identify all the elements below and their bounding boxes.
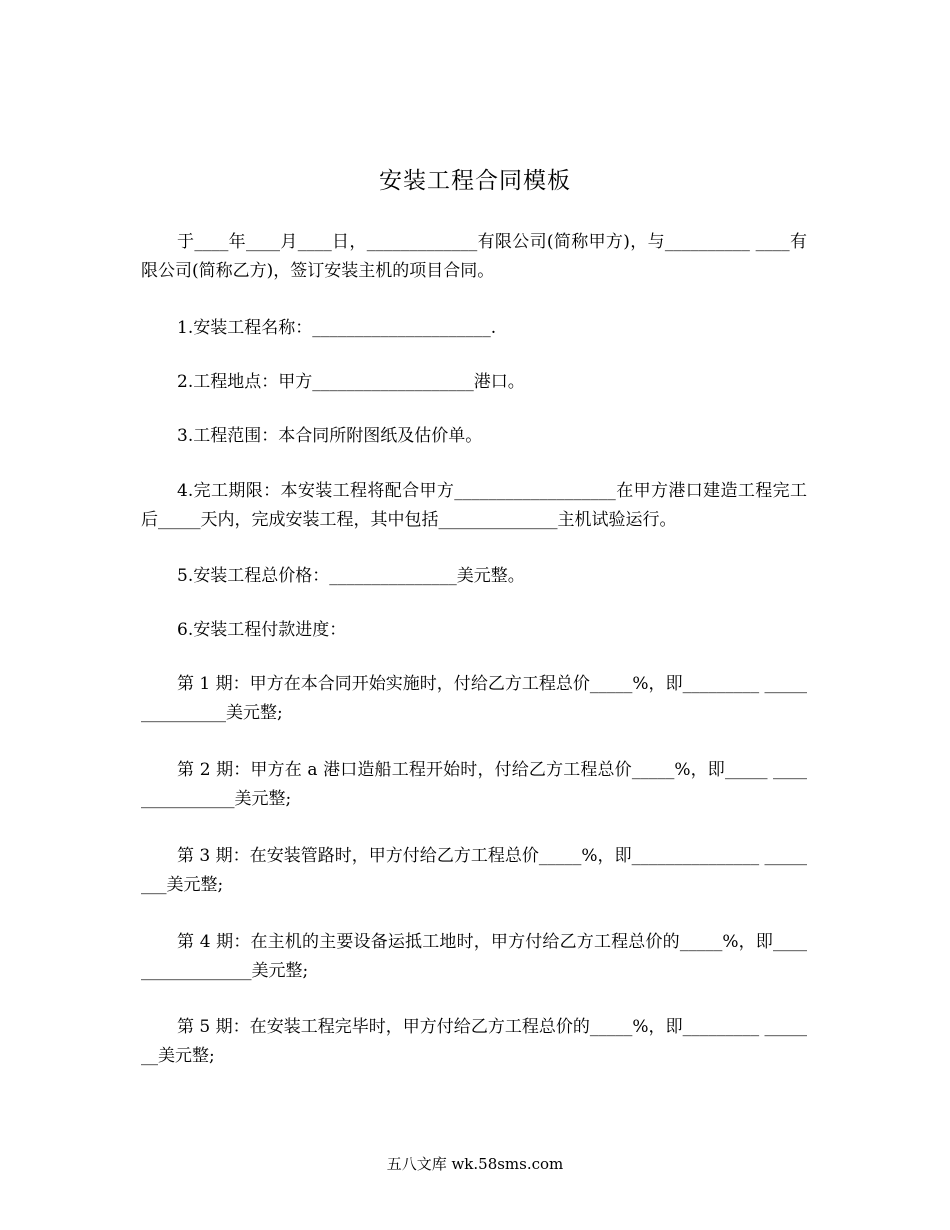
payment-installment-3: 第 3 期：在安装管路时，甲方付给乙方工程总价_____%，即_______________ ________美元整; xyxy=(141,846,807,895)
clause-project-location: 2.工程地点：甲方___________________港口。 xyxy=(177,372,525,392)
payment-installment-4: 第 4 期：在主机的主要设备运抵工地时，甲方付给乙方工程总价的_____%，即_________________美元整; xyxy=(141,932,807,981)
payment-installment-5: 第 5 期：在安装工程完毕时，甲方付给乙方工程总价的_____%，即_________ _______美元整; xyxy=(141,1017,807,1066)
clause-project-name: 1.安装工程名称：_____________________. xyxy=(177,318,497,338)
clause-payment-schedule: 6.安装工程付款进度： xyxy=(177,620,347,640)
clause-project-scope: 3.工程范围：本合同所附图纸及估价单。 xyxy=(177,426,483,446)
clause-total-price: 5.安装工程总价格：_______________美元整。 xyxy=(177,566,525,586)
clause-completion-period: 4.完工期限：本安装工程将配合甲方___________________在甲方港口建造工程完工后_____天内，完成安装工程，其中包括______________主机试验运行。 xyxy=(141,481,807,530)
document-title: 安装工程合同模板 xyxy=(379,168,571,194)
payment-installment-1: 第 1 期：甲方在本合同开始实施时，付给乙方工程总价_____%，即_________ _______________美元整; xyxy=(141,674,807,723)
page-footer-watermark: 五八文库 wk.58sms.com xyxy=(386,1155,564,1173)
contract-intro-paragraph: 于____年____月____日，_____________有限公司(简称甲方)，与__________ ____有限公司(简称乙方)，签订安装主机的项目合同。 xyxy=(141,232,807,281)
payment-installment-2: 第 2 期：甲方在 a 港口造船工程开始时，付给乙方工程总价_____%，即_____ _______________美元整; xyxy=(141,760,807,809)
